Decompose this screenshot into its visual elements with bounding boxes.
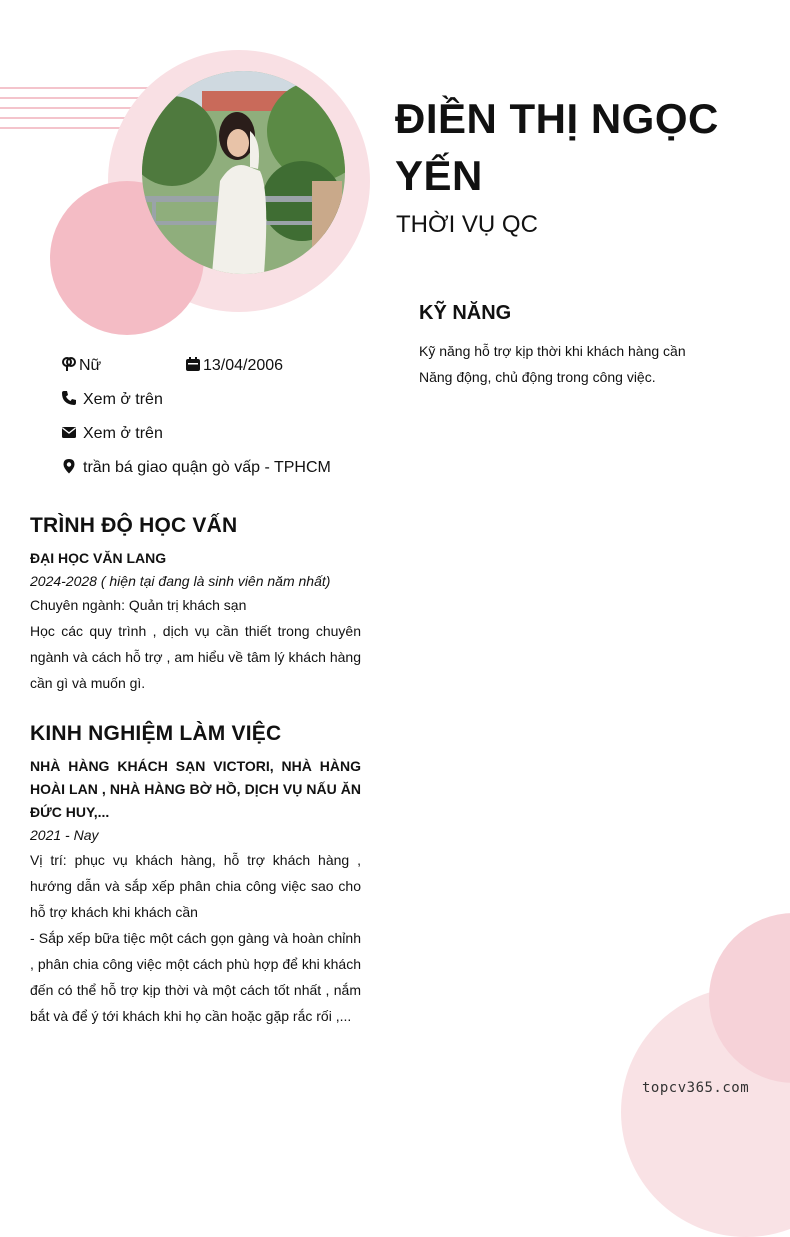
gender-icon <box>61 356 77 372</box>
email-row <box>61 423 163 445</box>
experience-title: KINH NGHIỆM LÀM VIỆC <box>30 722 282 745</box>
experience-company: NHÀ HÀNG KHÁCH SẠN VICTORI, NHÀ HÀNG HOÀI LAN , NHÀ HÀNG BỜ HỒ, DỊCH VỤ NẤU ĂN ĐỨC HUY,... <box>30 758 361 820</box>
education-title: TRÌNH ĐỘ HỌC VẤN <box>30 514 238 537</box>
profile-photo <box>142 71 345 274</box>
address-value: trần bá giao quận gò vấp - TPHCM <box>83 459 331 476</box>
experience-period: 2021 - Nay <box>30 827 99 843</box>
skills-title: KỸ NĂNG <box>419 302 512 324</box>
address-row <box>61 457 331 479</box>
experience-detail: - Sắp xếp bữa tiệc một cách gọn gàng và hoàn chỉnh , phân chia công việc một cách phù hợp để khi khách đến có thể hỗ trợ kịp thời và một cách tốt nhất , nắm bắt và để ý tới khách khi họ cần hoặc gặp rắc rối ,... <box>30 930 361 1024</box>
gender-row <box>61 355 101 377</box>
education-section <box>30 546 361 696</box>
gender-value: Nữ <box>79 357 102 374</box>
skill-item: Năng động, chủ động trong công việc. <box>419 369 656 385</box>
birthdate-row <box>185 355 283 377</box>
education-school: ĐẠI HỌC VĂN LANG <box>30 550 167 566</box>
watermark: topcv365.com <box>642 1080 750 1096</box>
envelope-icon <box>61 424 77 440</box>
education-period: 2024-2028 ( hiện tại đang là sinh viên năm nhất) <box>30 573 331 589</box>
phone-value: Xem ở trên <box>83 391 163 408</box>
experience-position: Vị trí: phục vụ khách hàng, hỗ trợ khách hàng , hướng dẫn và sắp xếp phân chia công việc sao cho hỗ trợ khách khi khách cần <box>30 852 361 920</box>
phone-row <box>61 389 163 411</box>
email-value: Xem ở trên <box>83 425 163 442</box>
candidate-name: ĐIỀN THỊ NGỌC YẾN <box>395 95 719 199</box>
phone-icon <box>61 390 77 406</box>
skill-item: Kỹ năng hỗ trợ kịp thời khi khách hàng cần <box>419 343 686 359</box>
calendar-icon <box>185 356 201 372</box>
birthdate-value: 13/04/2006 <box>203 357 284 374</box>
skills-list <box>419 338 709 390</box>
education-major: Chuyên ngành: Quản trị khách sạn <box>30 597 247 613</box>
location-pin-icon <box>61 458 77 474</box>
candidate-role: THỜI VỤ QC <box>396 211 538 238</box>
education-description: Học các quy trình , dịch vụ cần thiết trong chuyên ngành và cách hỗ trợ , am hiểu về tâm lý khách hàng cần gì và muốn gì. <box>30 623 361 691</box>
experience-section <box>30 755 361 1029</box>
